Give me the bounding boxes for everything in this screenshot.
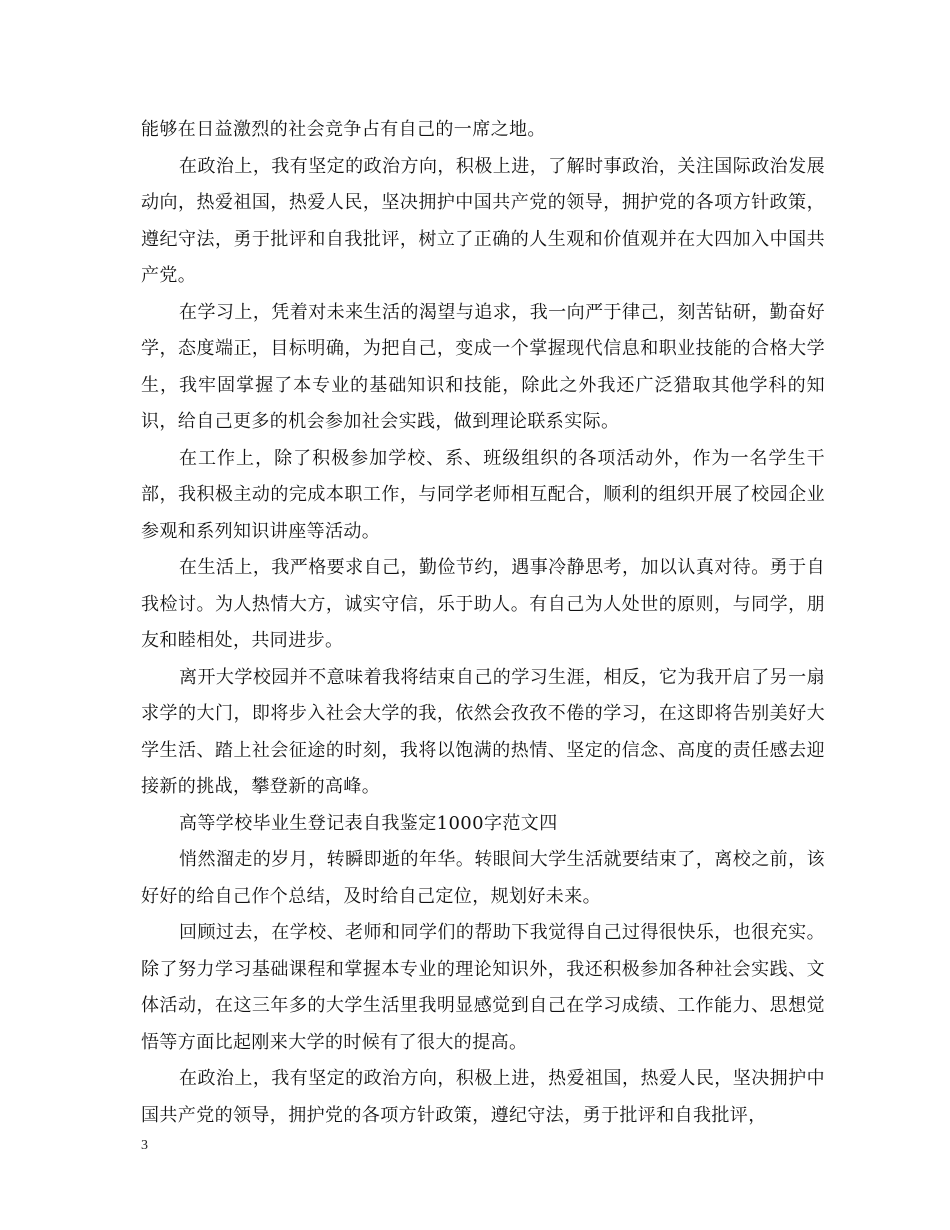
- paragraph-study: 在学习上，凭着对未来生活的渴望与追求，我一向严于律己，刻苦钻研，勤奋好学，态度端正，目标明确，为把自己，变成一个掌握现代信息和职业技能的合格大学生，我牢固掌握了本专业的基础知识和技能，除此之外我还广泛猎取其他学科的知识，给自己更多的机会参加社会实践，做到理论联系实际。: [141, 301, 825, 432]
- document-body: [141, 112, 825, 1134]
- paragraph-review: 回顾过去，在学校、老师和同学们的帮助下我觉得自己过得很快乐，也很充实。除了努力学习基础课程和掌握本专业的理论知识外，我还积极参加各种社会实践、文体活动，在这三年多的大学生活里我明显感觉到自己在学习成绩、工作能力、思想觉悟等方面比起刚来大学的时候有了很大的提高。: [141, 922, 825, 1053]
- paragraph-life: 在生活上，我严格要求自己，勤俭节约，遇事冷静思考，加以认真对待。勇于自我检讨。为人热情大方，诚实守信，乐于助人。有自己为人处世的原则，与同学，朋友和睦相处，共同进步。: [141, 557, 825, 651]
- paragraph-continuation: 能够在日益激烈的社会竞争占有自己的一席之地。: [141, 119, 546, 140]
- paragraph-work: 在工作上，除了积极参加学校、系、班级组织的各项活动外，作为一名学生干部，我积极主动的完成本职工作，与同学老师相互配合，顺利的组织开展了校园企业参观和系列知识讲座等活动。: [141, 447, 825, 542]
- paragraph-intro: 悄然溜走的岁月，转瞬即逝的年华。转眼间大学生活就要结束了，离校之前，该好好的给自己作个总结，及时给自己定位，规划好未来。: [141, 849, 825, 907]
- section-heading: 高等学校毕业生登记表自我鉴定1000字范文四: [179, 812, 558, 834]
- paragraph-politics-2: 在政治上，我有坚定的政治方向，积极上进，热爱祖国，热爱人民，坚决拥护中国共产党的领导，拥护党的各项方针政策，遵纪守法，勇于批评和自我批评，: [141, 1068, 825, 1126]
- paragraph-politics: 在政治上，我有坚定的政治方向，积极上进，了解时事政治，关注国际政治发展动向，热爱祖国，热爱人民，坚决拥护中国共产党的领导，拥护党的各项方针政策，遵纪守法，勇于批评和自我批评，树立了正确的人生观和价值观并在大四加入中国共产党。: [141, 155, 825, 286]
- paragraph-leaving-campus: 离开大学校园并不意味着我将结束自己的学习生涯，相反，它为我开启了另一扇求学的大门，即将步入社会大学的我，依然会孜孜不倦的学习，在这即将告别美好大学生活、踏上社会征途的时刻，我将以饱满的热情、坚定的信念、高度的责任感去迎接新的挑战，攀登新的高峰。: [141, 666, 825, 797]
- page-number: 3: [141, 1138, 148, 1153]
